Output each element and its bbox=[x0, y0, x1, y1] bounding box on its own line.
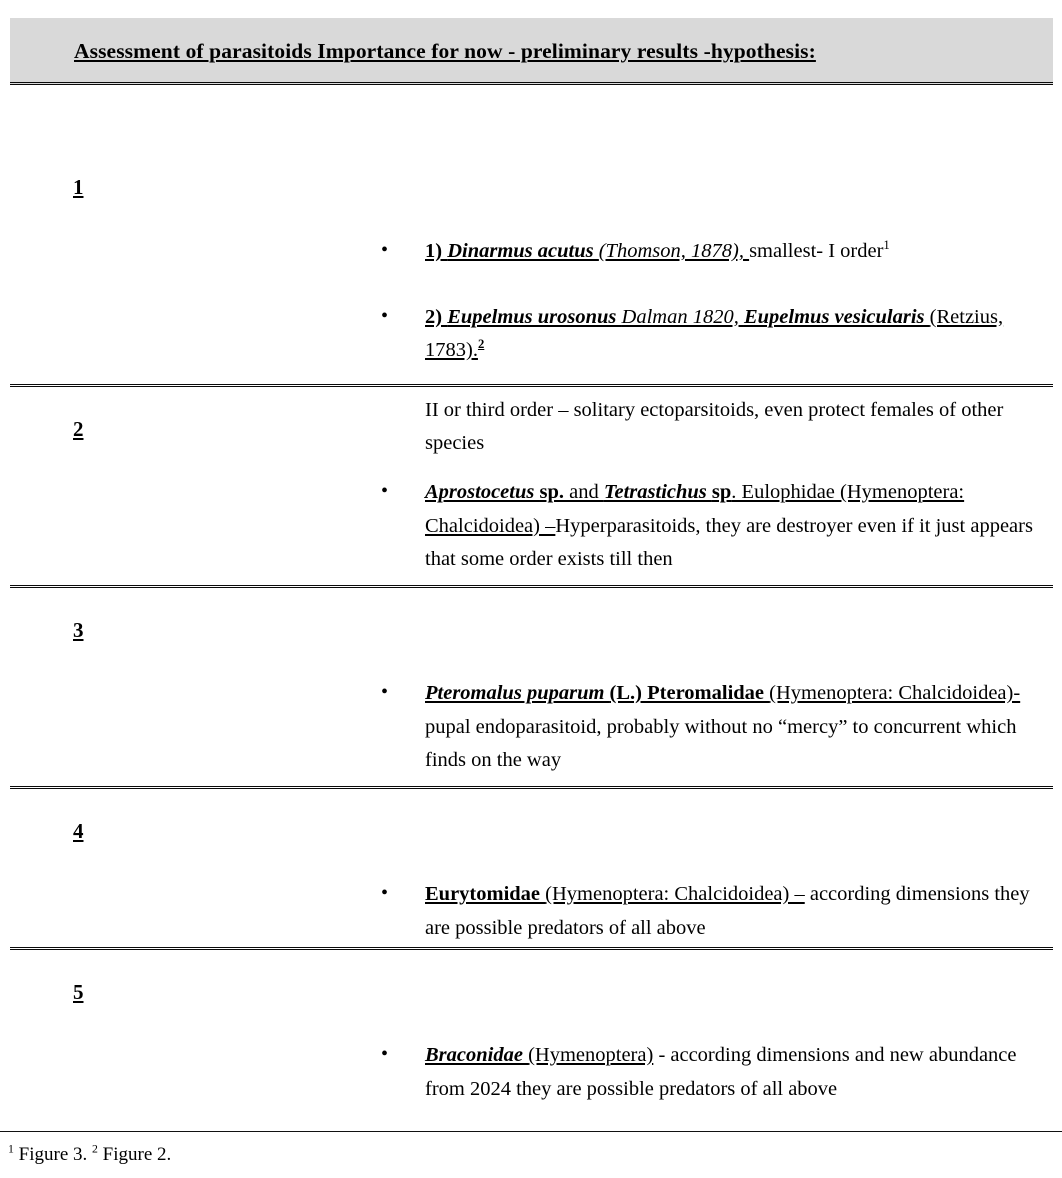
footnote-text-2: Figure 2. bbox=[102, 1144, 172, 1165]
run-authority-2: (Retzius, 1783). bbox=[425, 305, 1004, 361]
run-conjunction: and bbox=[564, 481, 604, 503]
row-content bbox=[377, 677, 1049, 778]
row-number: 5 bbox=[73, 980, 84, 1004]
parasitoid-assessment-table bbox=[10, 18, 1053, 1110]
row-content bbox=[377, 1039, 1049, 1106]
run-species: Dinarmus acutus bbox=[447, 240, 599, 262]
run-genus: Aprostocetus bbox=[425, 481, 540, 503]
run-text-b: – solitary ectoparsitoids, even protect females of other species bbox=[425, 398, 1004, 454]
row-number: 3 bbox=[73, 618, 84, 642]
page-title: Assessment of parasitoids Importance for now - preliminary results -hypothesis: bbox=[74, 39, 816, 63]
run-classification: (Hymenoptera) bbox=[528, 1044, 654, 1066]
run-authority-family: (L.) Pteromalidae bbox=[609, 682, 770, 704]
run-species-2: Eupelmus vesicularis bbox=[743, 305, 930, 328]
run-label: 1) bbox=[425, 240, 448, 262]
list-item bbox=[377, 878, 1049, 945]
run-note: smallest- I order bbox=[749, 240, 884, 262]
row-content bbox=[377, 476, 1049, 577]
footnote-marker: 2 bbox=[477, 337, 485, 352]
run-authority: (Thomson, 1878), bbox=[598, 240, 750, 262]
list-item bbox=[377, 301, 1049, 368]
list-item bbox=[377, 235, 1049, 269]
run-description: - according dimensions and new abundance from 2024 they are possible predators of all above bbox=[425, 1044, 1017, 1100]
run-family: . Eulophidae (Hymenoptera: Chalcidoidea) – bbox=[425, 481, 965, 537]
footnote-separator bbox=[0, 1131, 1062, 1132]
run-description: Hyperparasitoids, they are destroyer even if it just appears that some order exists till then bbox=[425, 514, 1033, 570]
table-header-row bbox=[10, 18, 1053, 85]
run-label: 2) bbox=[425, 305, 448, 328]
list-item bbox=[377, 1039, 1049, 1106]
run-text-a: II or third order bbox=[425, 398, 559, 421]
run-description: pupal endoparasitoid, probably without no “mercy” to concurrent which finds on the way bbox=[425, 715, 1017, 771]
run-description: according dimensions they are possible predators of all above bbox=[425, 883, 1030, 939]
run-species: Pteromalus puparum bbox=[425, 682, 610, 704]
row-number: 4 bbox=[73, 819, 84, 843]
run-family: Braconidae bbox=[425, 1044, 529, 1066]
run-genus-2: Tetrastichus bbox=[603, 481, 712, 503]
footnote-marker-2: 2 bbox=[92, 1142, 98, 1156]
list-item bbox=[377, 476, 1049, 577]
run-classification: (Hymenoptera: Chalcidoidea) – bbox=[545, 883, 805, 905]
table-row bbox=[10, 85, 1053, 454]
row-number: 2 bbox=[73, 417, 84, 441]
table-row bbox=[10, 789, 1053, 950]
run-species: Eupelmus urosonus bbox=[447, 305, 622, 328]
footnote-text-1: Figure 3. bbox=[18, 1144, 88, 1165]
row-content bbox=[377, 878, 1049, 945]
run-classification: (Hymenoptera: Chalcidoidea)- bbox=[769, 682, 1021, 704]
footnote-marker-1: 1 bbox=[8, 1142, 14, 1156]
run-authority: Dalman 1820, bbox=[621, 305, 744, 328]
table-row bbox=[10, 950, 1053, 1110]
footnote-area bbox=[8, 1142, 171, 1168]
list-item bbox=[377, 677, 1049, 778]
row-number: 1 bbox=[73, 175, 84, 199]
table-row bbox=[10, 588, 1053, 789]
run-sp-2: sp bbox=[711, 481, 732, 503]
run-sp: sp. bbox=[539, 481, 564, 503]
table-row bbox=[10, 387, 1053, 588]
footnote-marker: 1 bbox=[883, 238, 890, 253]
run-family: Eurytomidae bbox=[425, 883, 546, 905]
